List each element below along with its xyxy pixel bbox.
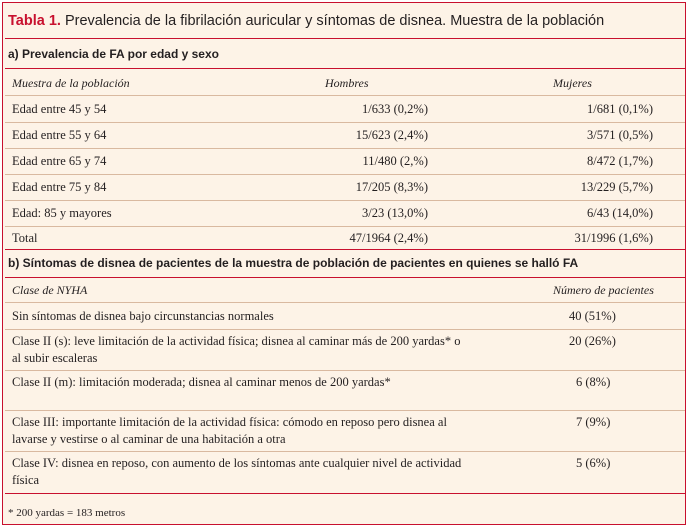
divider — [5, 95, 685, 96]
table-cell-count: 7 (9%) — [576, 415, 611, 429]
table-label: Tabla 1. — [8, 13, 61, 29]
table-cell-men: 11/480 (2,%) — [362, 154, 428, 168]
table-cell-women: 6/43 (14,0%) — [587, 206, 653, 220]
table-cell-women: 13/229 (5,7%) — [580, 180, 653, 194]
col-header-men: Hombres — [325, 76, 369, 90]
divider — [5, 370, 685, 371]
table-cell-men: 15/623 (2,4%) — [355, 128, 428, 142]
divider — [5, 68, 685, 69]
divider — [5, 410, 685, 411]
section-a-heading: a) Prevalencia de FA por edad y sexo — [8, 47, 219, 61]
table-caption: Prevalencia de la fibrilación auricular y síntomas de disnea. Muestra de la población — [64, 13, 605, 29]
col-header-patient-count: Número de pacientes — [553, 283, 654, 297]
table-cell-men: 3/23 (13,0%) — [362, 206, 428, 220]
table-cell-men: 17/205 (8,3%) — [355, 180, 428, 194]
col-header-nyha-class: Clase de NYHA — [12, 283, 88, 297]
table-cell-count: 20 (26%) — [569, 334, 616, 348]
divider — [5, 122, 685, 123]
section-b-heading: b) Síntomas de disnea de pacientes de la muestra de población de pacientes en quienes se halló FA — [8, 256, 579, 270]
footnote: * 200 yardas = 183 metros — [8, 507, 126, 519]
table-frame — [2, 2, 686, 525]
table-row-label-total: Total — [12, 231, 38, 245]
table-row-label: Edad entre 65 y 74 — [12, 154, 107, 168]
table-cell-count: 6 (8%) — [576, 375, 611, 389]
table-cell-count: 40 (51%) — [569, 309, 616, 323]
table-cell-men: 1/633 (0,2%) — [362, 102, 428, 116]
col-header-women: Mujeres — [553, 76, 592, 90]
table-cell-women: 1/681 (0,1%) — [587, 102, 653, 116]
table-title — [8, 13, 604, 29]
divider — [5, 226, 685, 227]
table-cell-women: 8/472 (1,7%) — [587, 154, 653, 168]
table-row-label: Clase II (s): leve limitación de la actividad física; disnea al caminar más de 200 yardas* o al subir escaleras — [12, 334, 461, 365]
divider — [5, 277, 685, 278]
divider — [5, 493, 685, 494]
divider — [5, 249, 685, 250]
table-row-label: Edad entre 45 y 54 — [12, 102, 107, 116]
divider — [5, 174, 685, 175]
table-row-label: Clase III: importante limitación de la actividad física: cómodo en reposo pero disnea al lavarse y vestirse o al caminar de una habitación a otra — [12, 415, 447, 446]
col-header-population: Muestra de la población — [12, 76, 130, 90]
divider — [5, 329, 685, 330]
divider — [5, 302, 685, 303]
table-row-label: Clase IV: disnea en reposo, con aumento de los síntomas ante cualquier nivel de actividad física — [12, 456, 462, 487]
table-row-label: Edad entre 55 y 64 — [12, 128, 107, 142]
table-cell-women: 3/571 (0,5%) — [587, 128, 653, 142]
divider — [5, 148, 685, 149]
table-cell-women-total: 31/1996 (1,6%) — [574, 231, 653, 245]
divider — [5, 451, 685, 452]
table-row-label: Clase II (m): limitación moderada; disnea al caminar menos de 200 yardas* — [12, 375, 391, 389]
table-cell-men-total: 47/1964 (2,4%) — [349, 231, 428, 245]
table-row-label: Edad entre 75 y 84 — [12, 180, 107, 194]
table-cell-count: 5 (6%) — [576, 456, 611, 470]
table-row-label: Edad: 85 y mayores — [12, 206, 112, 220]
divider — [5, 38, 685, 39]
divider — [5, 200, 685, 201]
table-row-label: Sin síntomas de disnea bajo circunstancias normales — [12, 309, 274, 323]
